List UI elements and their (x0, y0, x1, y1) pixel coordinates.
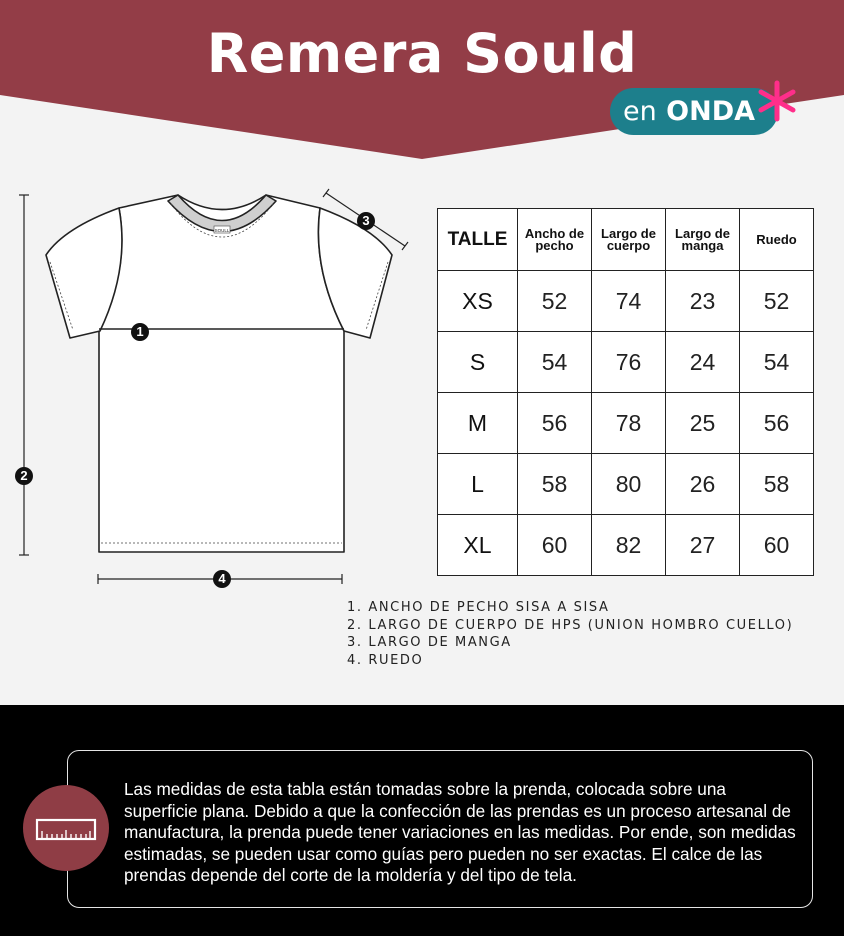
cell-value: 76 (592, 332, 666, 393)
cell-size: XS (438, 271, 518, 332)
marker-length: 2 (15, 467, 33, 485)
cell-value: 25 (666, 393, 740, 454)
table-row (438, 332, 814, 393)
table-row (438, 393, 814, 454)
cell-value: 23 (666, 271, 740, 332)
table-header-row (438, 209, 814, 271)
column-header-largo-manga: Largo de manga (666, 209, 740, 271)
cell-size: M (438, 393, 518, 454)
cell-value: 60 (740, 515, 814, 576)
cell-size: S (438, 332, 518, 393)
column-header-talle: TALLE (438, 209, 518, 271)
table-row (438, 454, 814, 515)
brand-logo (610, 88, 778, 135)
asterisk-icon (756, 80, 798, 122)
column-header-ruedo: Ruedo (740, 209, 814, 271)
tshirt-illustration (0, 185, 420, 595)
footer (0, 705, 844, 936)
disclaimer-text: Las medidas de esta tabla están tomadas sobre la prenda, colocada sobre una superficie plana. Debido a que la confección de las prendas es un proceso artesanal de manufactura, la prenda puede tener variaciones en las medidas. Por ende, son medidas estimadas, se pueden usar como guías pero pueden no ser exactas. El calce de las prendas depende del corte de la moldería y del tipo de tela. (124, 779, 796, 885)
cell-value: 56 (740, 393, 814, 454)
cell-value: 54 (740, 332, 814, 393)
cell-value: 54 (518, 332, 592, 393)
cell-value: 27 (666, 515, 740, 576)
cell-value: 80 (592, 454, 666, 515)
size-table (437, 208, 814, 576)
note-item: 4. RUEDO (347, 652, 424, 668)
brand-logo-onda: ONDA (666, 96, 755, 127)
cell-size: L (438, 454, 518, 515)
cell-value: 78 (592, 393, 666, 454)
marker-sleeve: 3 (357, 212, 375, 230)
marker-chest: 1 (131, 323, 149, 341)
cell-value: 58 (518, 454, 592, 515)
cell-value: 60 (518, 515, 592, 576)
cell-value: 74 (592, 271, 666, 332)
note-item: 3. LARGO DE MANGA (347, 635, 512, 650)
ruler-icon (23, 785, 109, 871)
cell-value: 52 (740, 271, 814, 332)
measurement-notes (347, 599, 793, 669)
tshirt-drawing (0, 185, 420, 595)
cell-value: 82 (592, 515, 666, 576)
brand-logo-en: en (623, 96, 657, 127)
disclaimer-box (67, 750, 813, 908)
cell-value: 26 (666, 454, 740, 515)
note-item: 2. LARGO DE CUERPO DE HPS (UNION HOMBRO CUELLO) (347, 617, 794, 633)
table-row (438, 515, 814, 576)
cell-value: 52 (518, 271, 592, 332)
cell-value: 58 (740, 454, 814, 515)
cell-size: XL (438, 515, 518, 576)
marker-hem: 4 (213, 570, 231, 588)
cell-value: 56 (518, 393, 592, 454)
table-row (438, 271, 814, 332)
neck-label: SOULL (214, 228, 230, 233)
cell-value: 24 (666, 332, 740, 393)
column-header-largo-cuerpo: Largo de cuerpo (592, 209, 666, 271)
note-item: 1. ANCHO DE PECHO SISA A SISA (347, 600, 610, 615)
page-title: Remera Sould (206, 22, 638, 85)
ruler-badge (23, 785, 109, 871)
column-header-ancho-pecho: Ancho de pecho (518, 209, 592, 271)
